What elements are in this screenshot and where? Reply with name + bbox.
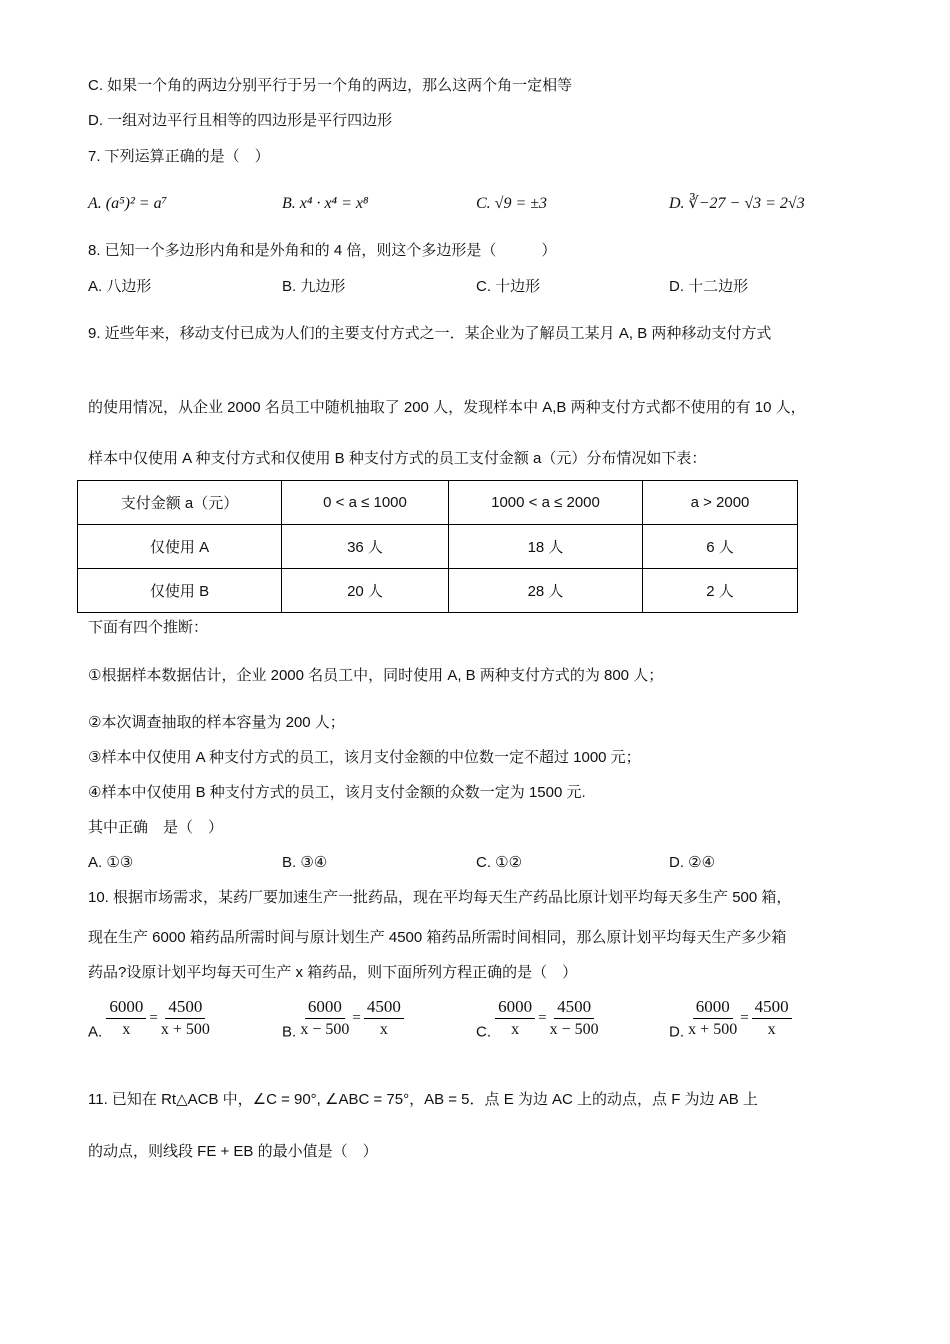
table-cell: 28 人 (449, 569, 643, 613)
numerator: 6000 (305, 996, 345, 1019)
q10-option-c (476, 996, 599, 1041)
denominator: x + 500 (160, 1021, 210, 1038)
q9-option-c: C. ①② (476, 854, 523, 871)
option-label: A. (88, 1023, 103, 1041)
q9-line-3: 样本中仅使用 A 种支付方式和仅使用 B 种支付方式的员工支付金额 a（元）分布情况如下表： (88, 450, 707, 467)
q9-option-b: B. ③④ (282, 854, 328, 871)
q9-statement-2: ②本次调查抽取的样本容量为 200 人； (88, 714, 345, 731)
equals-sign: = (149, 1010, 158, 1026)
q9-ask: 其中正确 是（ ） (88, 819, 224, 836)
table-row (78, 569, 798, 613)
q8-option-c: C. 十边形 (476, 278, 541, 295)
q9-intro: 下面有四个推断： (88, 619, 209, 636)
numerator: 4500 (554, 996, 594, 1019)
q9-line-2: 的使用情况，从企业 2000 名员工中随机抽取了 200 人，发现样本中 A,B 两种支付方式都不使用的有 10 人， (88, 399, 806, 416)
fraction-right (752, 996, 792, 1041)
q10-line-3: 药品?设原计划平均每天可生产 x 箱药品，则下面所列方程正确的是（ ） (88, 964, 578, 981)
table-header: 1000 < a ≤ 2000 (449, 481, 643, 525)
denominator: x − 500 (300, 1021, 350, 1038)
q10-option-b (282, 996, 404, 1041)
option-label: D. (669, 1023, 684, 1041)
table-header: 支付金额 a（元） (78, 481, 282, 525)
denominator: x (122, 1021, 131, 1038)
denominator: x (379, 1021, 388, 1038)
numerator: 4500 (165, 996, 205, 1019)
q11-line-1: 11. 已知在 Rt△ACB 中，∠C = 90°, ∠ABC = 75°，AB = 5．点 E 为边 AC 上的动点，点 F 为边 AB 上 (88, 1091, 758, 1108)
table-cell: 36 人 (282, 525, 449, 569)
numerator: 4500 (752, 996, 792, 1019)
table-cell: 2 人 (643, 569, 798, 613)
q10-option-d (669, 996, 792, 1041)
table-header: a > 2000 (643, 481, 798, 525)
q7-option-b: B. x⁴ · x⁴ = x⁸ (282, 195, 369, 212)
numerator: 6000 (106, 996, 146, 1019)
option-label: B. (282, 1023, 297, 1041)
denominator: x (767, 1021, 776, 1038)
denominator: x (511, 1021, 520, 1038)
q8-stem: 8. 已知一个多边形内角和是外角和的 4 倍，则这个多边形是（ ） (88, 242, 557, 259)
q8-option-a: A. 八边形 (88, 278, 152, 295)
table-cell: 20 人 (282, 569, 449, 613)
q7-option-c: C. √9 = ±3 (476, 195, 548, 212)
q9-line-1: 9. 近些年来，移动支付已成为人们的主要支付方式之一．某企业为了解员工某月 A, B 两种移动支付方式 (88, 325, 772, 342)
fraction-right (550, 996, 599, 1041)
numerator: 6000 (693, 996, 733, 1019)
q9-option-a: A. ①③ (88, 854, 134, 871)
denominator: x + 500 (688, 1021, 738, 1038)
q7-option-d: D. ∛−27 − √3 = 2√3 (669, 195, 805, 212)
q9-statement-1: ①根据样本数据估计，企业 2000 名员工中，同时使用 A, B 两种支付方式的为 800 人； (88, 667, 664, 684)
fraction-right (161, 996, 210, 1041)
q7-stem: 7. 下列运算正确的是（ ） (88, 148, 270, 165)
table-cell: 仅使用 B (78, 569, 282, 613)
fraction-left (495, 996, 535, 1041)
option-label: C. (476, 1023, 491, 1041)
fraction-right (364, 996, 404, 1041)
fraction-left (106, 996, 146, 1041)
q6-option-d: D. 一组对边平行且相等的四边形是平行四边形 (88, 112, 393, 129)
q7-option-a: A. (a⁵)² = a⁷ (88, 195, 168, 212)
equals-sign: = (538, 1010, 547, 1026)
table-cell: 6 人 (643, 525, 798, 569)
q11-line-2: 的动点，则线段 FE + EB 的最小值是（ ） (88, 1143, 378, 1160)
fraction-left (688, 996, 737, 1041)
denominator: x − 500 (549, 1021, 599, 1038)
q9-statement-4: ④样本中仅使用 B 种支付方式的员工，该月支付金额的众数一定为 1500 元. (88, 784, 586, 801)
q10-line-1: 10. 根据市场需求，某药厂要加速生产一批药品，现在平均每天生产药品比原计划平均每天多生产 500 箱， (88, 889, 792, 906)
q6-option-c: C. 如果一个角的两边分别平行于另一个角的两边，那么这两个角一定相等 (88, 77, 573, 94)
q10-line-2: 现在生产 6000 箱药品所需时间与原计划生产 4500 箱药品所需时间相同，那么原计划平均每天生产多少箱 (88, 929, 787, 946)
payment-table (77, 480, 798, 613)
table-cell: 仅使用 A (78, 525, 282, 569)
numerator: 6000 (495, 996, 535, 1019)
q10-option-a (88, 996, 210, 1041)
q9-option-d: D. ②④ (669, 854, 716, 871)
numerator: 4500 (364, 996, 404, 1019)
table-header: 0 < a ≤ 1000 (282, 481, 449, 525)
table-row (78, 525, 798, 569)
equals-sign: = (352, 1010, 361, 1026)
table-cell: 18 人 (449, 525, 643, 569)
equals-sign: = (740, 1010, 749, 1026)
q8-option-b: B. 九边形 (282, 278, 346, 295)
table-header-row (78, 481, 798, 525)
fraction-left (300, 996, 349, 1041)
q9-statement-3: ③样本中仅使用 A 种支付方式的员工，该月支付金额的中位数一定不超过 1000 元； (88, 749, 641, 766)
q8-option-d: D. 十二边形 (669, 278, 749, 295)
